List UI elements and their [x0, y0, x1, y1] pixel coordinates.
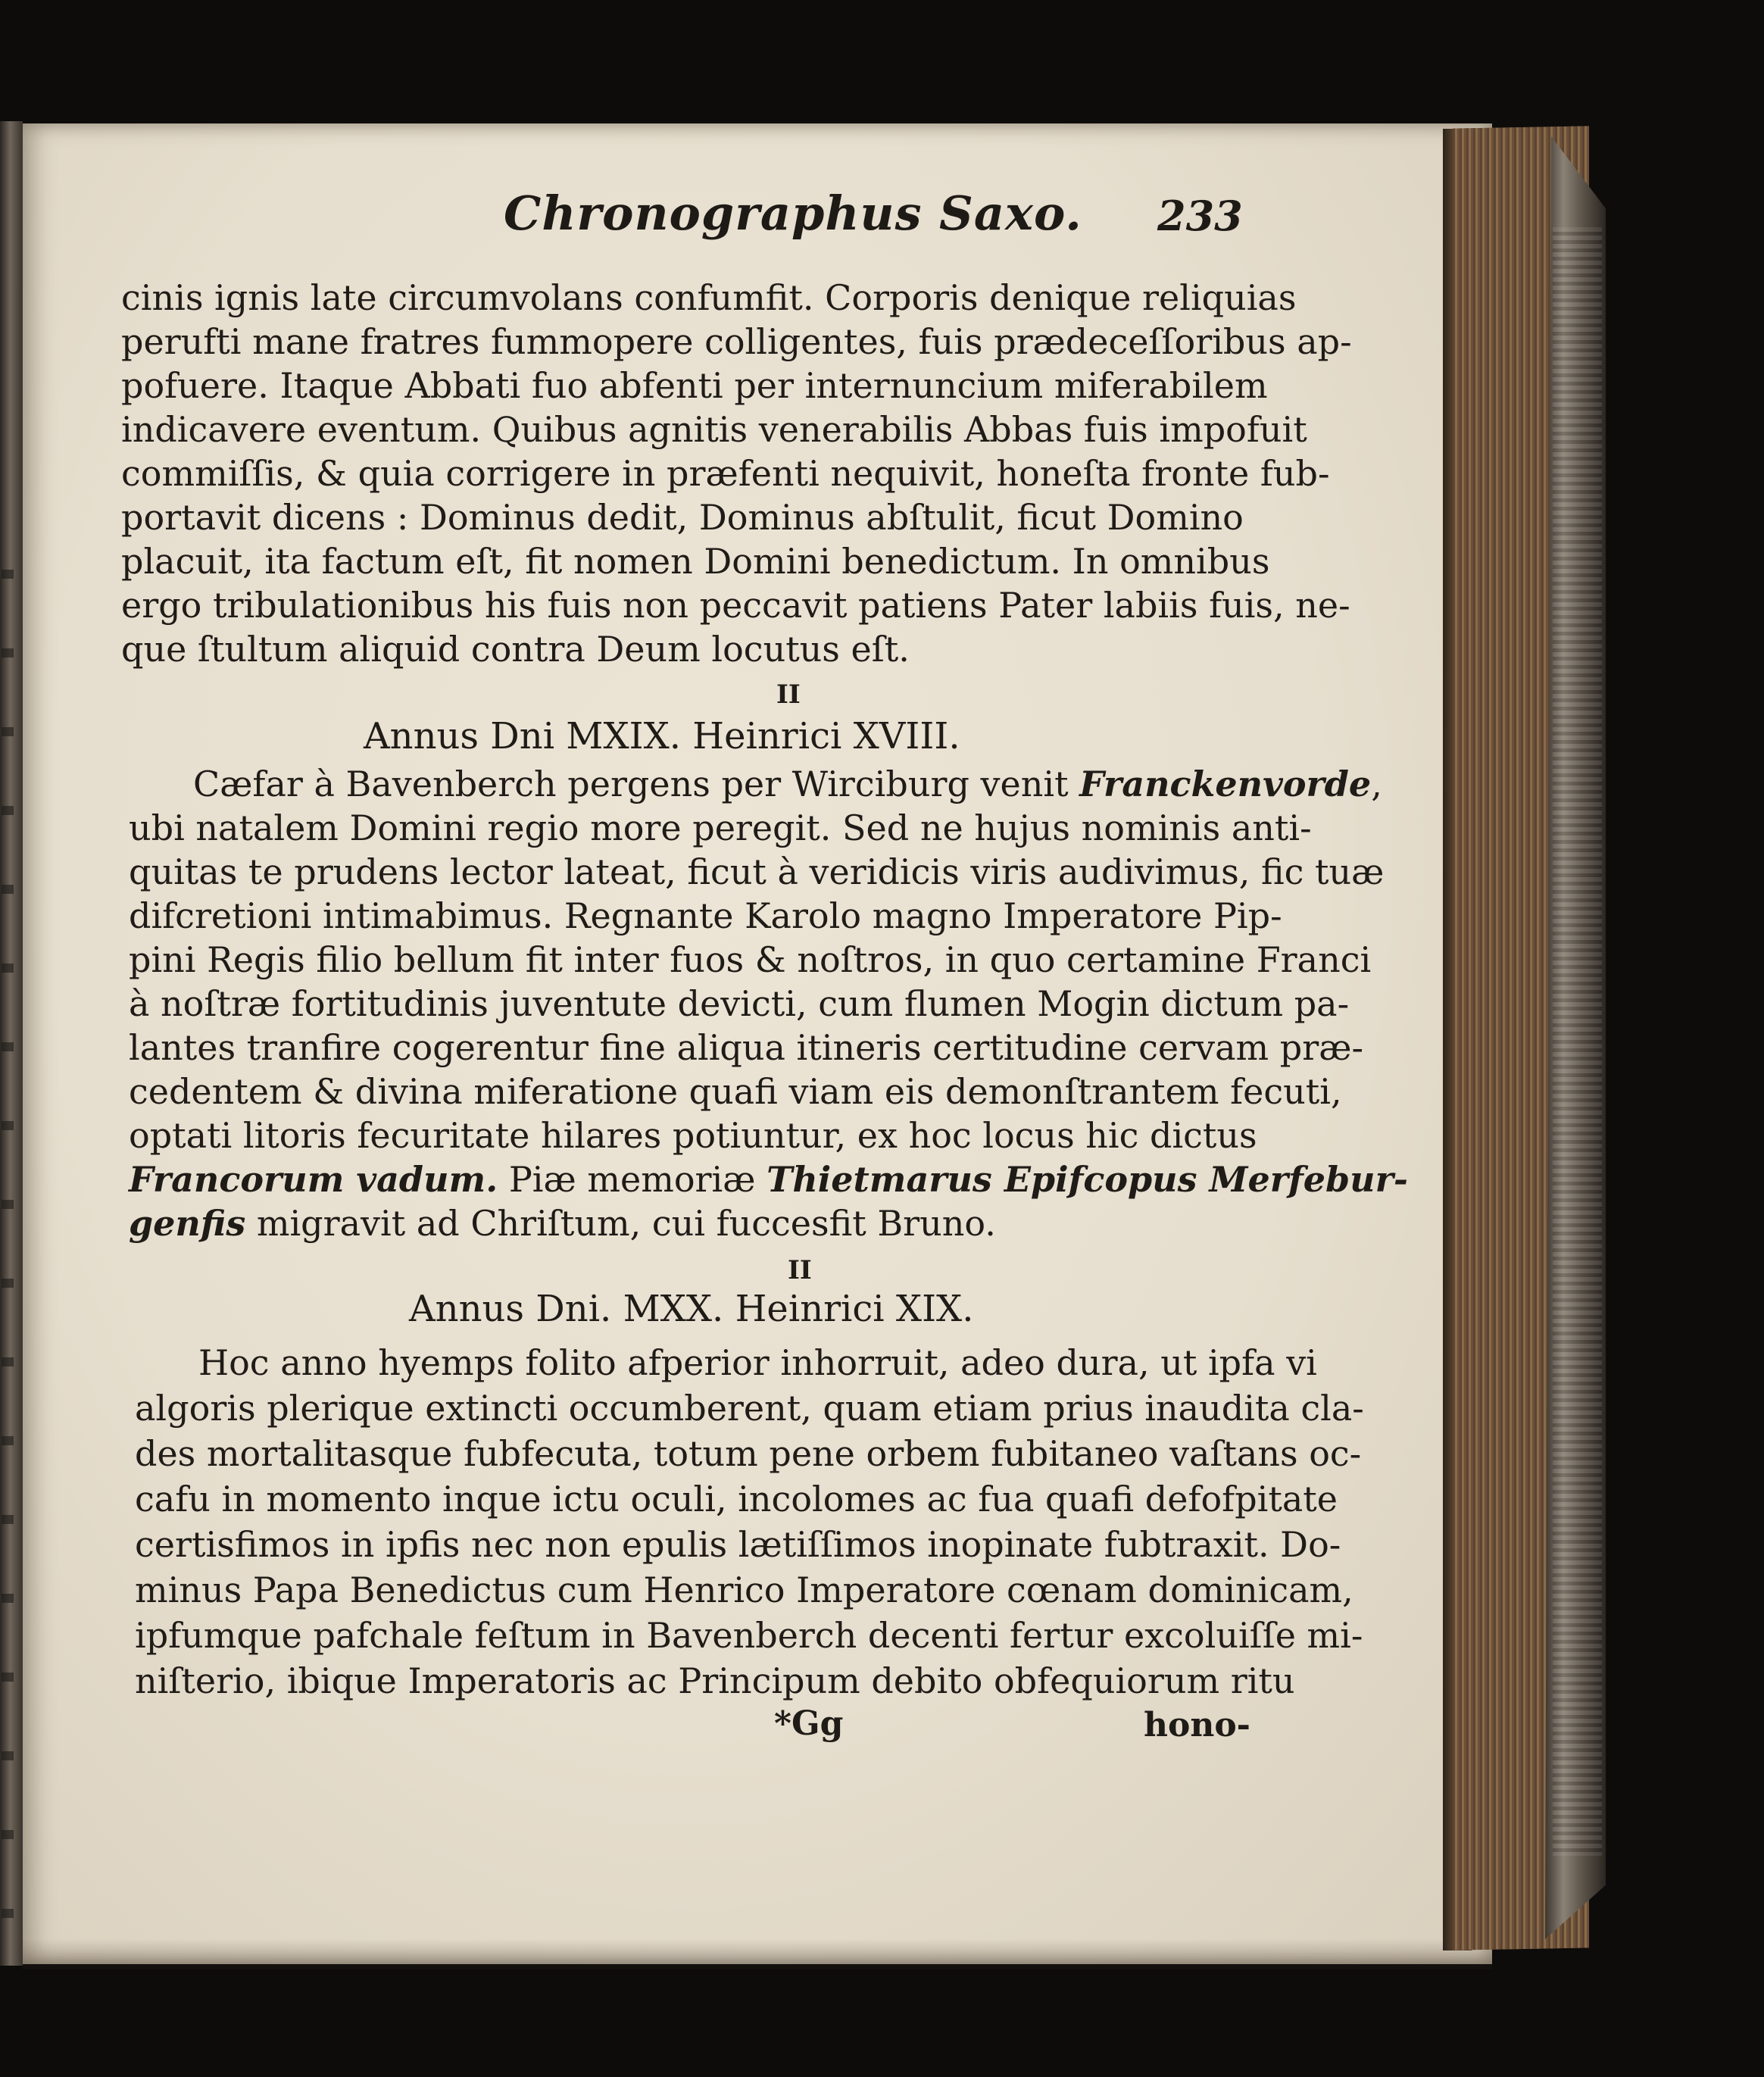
text-line: ubi natalem Domini regio more peregit. Sed ne hujus nominis anti- — [129, 807, 1312, 848]
text-line: des mortalitasque fubfecuta, totum pene orbem fubitaneo vaſtans oc- — [135, 1433, 1362, 1474]
text-line: difcretioni intimabimus. Regnante Karolo magno Imperatore Pip- — [129, 895, 1282, 936]
section-heading: Annus Dni. MXX. Heinrici XIX. — [409, 1288, 974, 1330]
italic-place-name: Francorum vadum. — [129, 1159, 498, 1200]
indiction-number: II — [788, 1255, 812, 1285]
indiction-number: II — [776, 679, 801, 710]
text-line — [193, 764, 1382, 804]
text-line: perufti mane fratres fummopere colligentes, fuis prædeceſſoribus ap- — [121, 321, 1352, 362]
text-line: optati litoris fecuritate hilares potiuntur, ex hoc locus hic dictus — [129, 1115, 1257, 1156]
cover-texture — [1553, 227, 1602, 1856]
text-line: pofuere. Itaque Abbati fuo abfenti per internuncium miferabilem — [121, 365, 1268, 406]
text-line: indicavere eventum. Quibus agnitis venerabilis Abbas fuis impofuit — [121, 409, 1307, 450]
text-line: pini Regis filio bellum fit inter fuos & noſtros, in quo certamine Franci — [129, 939, 1372, 980]
page-header — [0, 186, 1764, 254]
text-line: cinis ignis late circumvolans confumfit. Corporis denique reliquias — [121, 277, 1297, 318]
text-line: lantes tranfire cogerentur fine aliqua itineris certitudine cervam præ- — [129, 1027, 1363, 1068]
text-line: que ſtultum aliquid contra Deum locutus eſt. — [121, 629, 910, 670]
italic-person-name: Thietmarus Epifcopus Merfebur- — [766, 1159, 1408, 1200]
text-line: placuit, ita factum eſt, fit nomen Domini benedictum. In omnibus — [121, 541, 1270, 582]
text-span: migravit ad Chriſtum, cui fuccesfit Bruno. — [245, 1203, 996, 1244]
text-line: certisfimos in ipfis nec non epulis lætiſſimos inopinate fubtraxit. Do- — [135, 1524, 1341, 1565]
text-line: algoris plerique extincti occumberent, quam etiam prius inaudita cla- — [135, 1388, 1364, 1429]
text-line — [129, 1159, 1408, 1200]
text-line: ipfumque pafchale feſtum in Bavenberch decenti fertur excoluiſſe mi- — [135, 1615, 1363, 1656]
text-line: cedentem & divina miferatione quafi viam eis demonſtrantem fecuti, — [129, 1071, 1342, 1112]
text-span: Piæ memoriæ — [498, 1159, 767, 1200]
text-line: Hoc anno hyemps folito afperior inhorruit, adeo dura, ut ipfa vi — [198, 1342, 1317, 1383]
italic-word: genfis — [129, 1203, 246, 1244]
text-line: à noſtræ fortitudinis juventute devicti, cum flumen Mogin dictum pa- — [129, 983, 1350, 1024]
facing-page-edge — [0, 121, 23, 1966]
text-line: commiſſis, & quia corrigere in præfenti nequivit, honeſta fronte fub- — [121, 453, 1330, 494]
text-span: , — [1371, 764, 1382, 804]
running-title: Chronographus Saxo. — [504, 186, 1082, 241]
text-span: Cæfar à Bavenberch pergens per Wirciburg venit — [193, 764, 1080, 804]
text-line: portavit dicens : Dominus dedit, Dominus abſtulit, ficut Domino — [121, 497, 1244, 538]
facing-page-marks — [2, 500, 14, 1939]
catchword: hono- — [1144, 1706, 1250, 1744]
text-line: cafu in momento inque ictu oculi, incolomes ac fua quafi defofpitate — [135, 1479, 1338, 1519]
page-number: 233 — [1157, 192, 1243, 240]
text-line: niſterio, ibique Imperatoris ac Principum debito obfequiorum ritu — [135, 1660, 1295, 1701]
text-line — [129, 1203, 996, 1244]
text-line: quitas te prudens lector lateat, ficut à veridicis viris audivimus, fic tuæ — [129, 851, 1385, 892]
text-line: minus Papa Benedictus cum Henrico Imperatore cœnam dominicam, — [135, 1569, 1353, 1610]
text-line: ergo tribulationibus his fuis non peccavit patiens Pater labiis fuis, ne- — [121, 585, 1350, 626]
section-heading: Annus Dni MXIX. Heinrici XVIII. — [364, 715, 960, 757]
page-shadow — [23, 1939, 1492, 1969]
italic-place-name: Franckenvorde — [1079, 764, 1372, 804]
signature-mark: *Gg — [774, 1704, 844, 1743]
